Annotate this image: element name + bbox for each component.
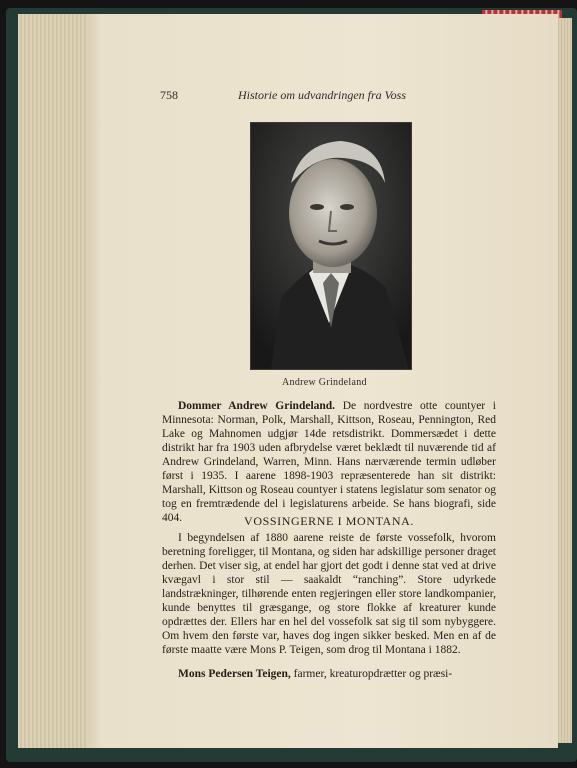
paragraph-body: I begyndelsen af 1880 aarene reiste de første vossefolk, hvorom beretning foreligger, til Montana, og siden har adskillige personer draget derhen. Det viser sig, at endel har gjort det godt i denne stat ved at drive kvægavl i stor stil — saakaldt “ranching”. Store udyrkede landstrækninger, tilhørende enten regjeringen eller store landkompanier, kunde benyttes til græsgange, og store flokke af kreaturer kunde opdrættes der. Ellers har en hel del vossefolk sat sig til som nybyggere. Om hvem den første var, haves dog ingen sikker besked. Men en af de første maatte være Mons P. Teigen, som drog til Montana i 1882.: [162, 532, 496, 656]
page-number: 758: [160, 88, 178, 102]
paragraph-lead: Dommer Andrew Grindeland.: [178, 400, 336, 412]
portrait-photo: [250, 122, 412, 370]
page-header: [160, 88, 460, 104]
page-stack-edge: [18, 14, 88, 748]
paragraph-teigen: [162, 667, 496, 681]
section-title: VOSSINGERNE I MONTANA.: [244, 514, 414, 528]
portrait-image: [251, 123, 411, 369]
page-edge-right: [556, 18, 572, 743]
photo-caption: Andrew Grindeland: [282, 377, 367, 388]
paragraph-body: farmer, kreaturopdrætter og præsi-: [290, 668, 453, 680]
running-title: Historie om udvandringen fra Voss: [238, 88, 406, 102]
paragraph-body: De nordvestre otte countyer i Minnesota: Norman, Polk, Marshall, Kittson, Roseau, Pennington, Red Lake og Mahnomen udgjør 14de retsdistrikt. Dommersædet i dette distrikt har fra 1903 uden afbrydelse været beklædt til nuværende tid af Andrew Grindeland, Warren, Minn. Hans nærværende termin udløber først i 1935. I aarene 1898-1903 repræsenterede han sit distrikt: Marshall, Kittson og Roseau countyer i statens legislatur som senator og tog en fremtrædende del i legislaturens arbeide. Se hans biografi, side 404.: [162, 400, 496, 524]
paragraph-montana: [162, 531, 496, 657]
paragraph-grindeland: [162, 399, 496, 525]
paragraph-lead: Mons Pedersen Teigen,: [178, 668, 291, 680]
